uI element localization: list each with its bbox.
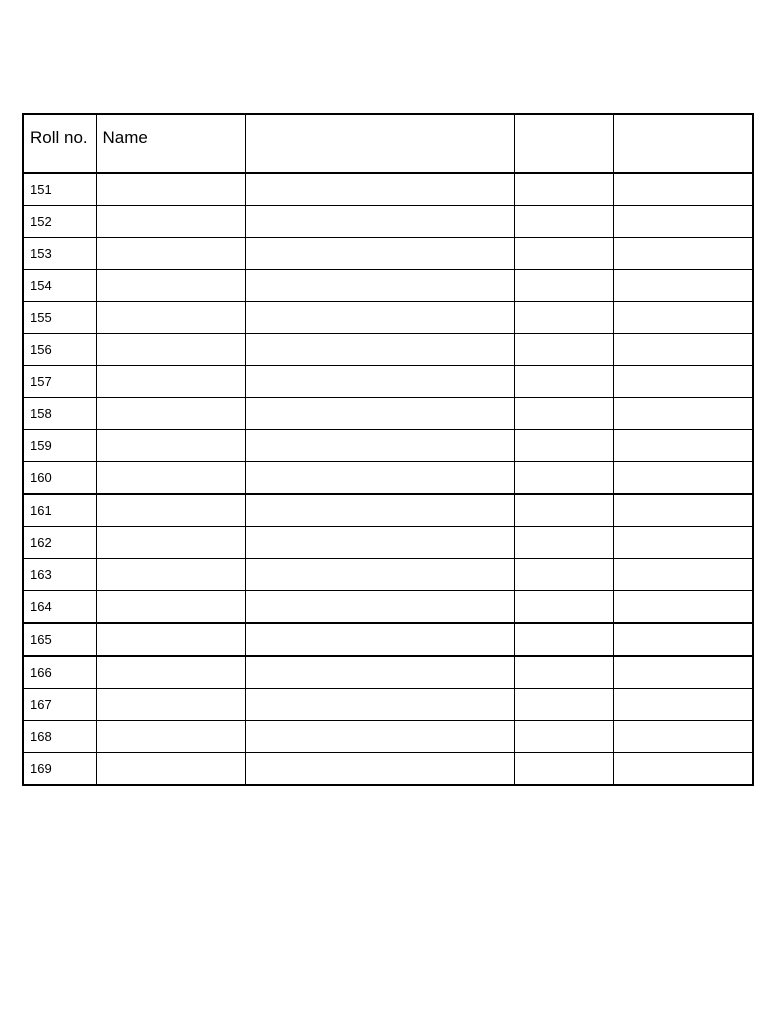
- blank-cell-2: [514, 366, 613, 398]
- table-row: [23, 689, 753, 721]
- blank-cell-3: [613, 334, 753, 366]
- blank-cell-2: [514, 721, 613, 753]
- blank-cell-1: [245, 430, 514, 462]
- blank-cell-3: [613, 721, 753, 753]
- blank-cell-1: [245, 721, 514, 753]
- table-row: [23, 494, 753, 527]
- blank-cell-2: [514, 753, 613, 786]
- table-row: [23, 366, 753, 398]
- blank-cell-1: [245, 238, 514, 270]
- table-row: [23, 527, 753, 559]
- name-cell: [96, 206, 245, 238]
- blank-cell-2: [514, 494, 613, 527]
- name-cell: [96, 689, 245, 721]
- blank-cell-2: [514, 559, 613, 591]
- blank-cell-2: [514, 623, 613, 656]
- table-row: [23, 623, 753, 656]
- roll-cell: 160: [23, 462, 96, 495]
- table-row: [23, 398, 753, 430]
- blank-cell-3: [613, 559, 753, 591]
- name-cell: [96, 721, 245, 753]
- roll-cell: 169: [23, 753, 96, 786]
- roll-cell: 161: [23, 494, 96, 527]
- roll-cell: 155: [23, 302, 96, 334]
- name-cell: [96, 302, 245, 334]
- blank-cell-1: [245, 494, 514, 527]
- blank-cell-2: [514, 302, 613, 334]
- blank-cell-1: [245, 270, 514, 302]
- blank-cell-3: [613, 430, 753, 462]
- blank-cell-3: [613, 462, 753, 495]
- table-row: [23, 270, 753, 302]
- header-blank-3: [613, 114, 753, 173]
- name-cell: [96, 366, 245, 398]
- header-name: Name: [96, 114, 245, 173]
- table-row: [23, 206, 753, 238]
- blank-cell-3: [613, 494, 753, 527]
- blank-cell-1: [245, 462, 514, 495]
- blank-cell-2: [514, 173, 613, 206]
- table-row: [23, 591, 753, 624]
- blank-cell-3: [613, 591, 753, 624]
- header-blank-1: [245, 114, 514, 173]
- table-row: [23, 173, 753, 206]
- roll-cell: 154: [23, 270, 96, 302]
- blank-cell-3: [613, 527, 753, 559]
- name-cell: [96, 527, 245, 559]
- name-cell: [96, 494, 245, 527]
- blank-cell-3: [613, 366, 753, 398]
- blank-cell-3: [613, 173, 753, 206]
- header-blank-2: [514, 114, 613, 173]
- table-body: [23, 173, 753, 785]
- roll-cell: 164: [23, 591, 96, 624]
- blank-cell-2: [514, 430, 613, 462]
- name-cell: [96, 334, 245, 366]
- roll-cell: 159: [23, 430, 96, 462]
- blank-cell-3: [613, 302, 753, 334]
- blank-cell-1: [245, 366, 514, 398]
- table-row: [23, 462, 753, 495]
- roll-table: [22, 113, 754, 786]
- name-cell: [96, 430, 245, 462]
- roll-cell: 165: [23, 623, 96, 656]
- blank-cell-3: [613, 206, 753, 238]
- blank-cell-1: [245, 656, 514, 689]
- blank-cell-3: [613, 689, 753, 721]
- blank-cell-2: [514, 206, 613, 238]
- name-cell: [96, 753, 245, 786]
- roll-cell: 162: [23, 527, 96, 559]
- table-row: [23, 559, 753, 591]
- blank-cell-3: [613, 270, 753, 302]
- blank-cell-1: [245, 302, 514, 334]
- table-row: [23, 302, 753, 334]
- blank-cell-2: [514, 334, 613, 366]
- blank-cell-2: [514, 462, 613, 495]
- table-row: [23, 721, 753, 753]
- blank-cell-2: [514, 398, 613, 430]
- roll-cell: 156: [23, 334, 96, 366]
- blank-cell-3: [613, 623, 753, 656]
- blank-cell-3: [613, 238, 753, 270]
- table-row: [23, 238, 753, 270]
- roll-cell: 153: [23, 238, 96, 270]
- table-row: [23, 334, 753, 366]
- roll-cell: 157: [23, 366, 96, 398]
- blank-cell-1: [245, 527, 514, 559]
- table-header-row: [23, 114, 753, 173]
- table-row: [23, 656, 753, 689]
- blank-cell-2: [514, 270, 613, 302]
- blank-cell-1: [245, 334, 514, 366]
- blank-cell-2: [514, 689, 613, 721]
- blank-cell-3: [613, 753, 753, 786]
- roll-cell: 163: [23, 559, 96, 591]
- name-cell: [96, 238, 245, 270]
- name-cell: [96, 559, 245, 591]
- blank-cell-1: [245, 206, 514, 238]
- roll-cell: 168: [23, 721, 96, 753]
- name-cell: [96, 462, 245, 495]
- blank-cell-1: [245, 753, 514, 786]
- header-roll-no: Roll no.: [23, 114, 96, 173]
- name-cell: [96, 270, 245, 302]
- blank-cell-2: [514, 527, 613, 559]
- blank-cell-1: [245, 623, 514, 656]
- blank-cell-2: [514, 591, 613, 624]
- name-cell: [96, 623, 245, 656]
- name-cell: [96, 591, 245, 624]
- name-cell: [96, 173, 245, 206]
- roll-cell: 166: [23, 656, 96, 689]
- roll-cell: 151: [23, 173, 96, 206]
- blank-cell-1: [245, 689, 514, 721]
- blank-cell-3: [613, 656, 753, 689]
- name-cell: [96, 656, 245, 689]
- roll-cell: 167: [23, 689, 96, 721]
- roll-cell: 158: [23, 398, 96, 430]
- roll-cell: 152: [23, 206, 96, 238]
- blank-cell-1: [245, 559, 514, 591]
- blank-cell-1: [245, 398, 514, 430]
- blank-cell-2: [514, 238, 613, 270]
- name-cell: [96, 398, 245, 430]
- blank-cell-1: [245, 591, 514, 624]
- blank-cell-2: [514, 656, 613, 689]
- table-row: [23, 430, 753, 462]
- blank-cell-1: [245, 173, 514, 206]
- blank-cell-3: [613, 398, 753, 430]
- table-row: [23, 753, 753, 786]
